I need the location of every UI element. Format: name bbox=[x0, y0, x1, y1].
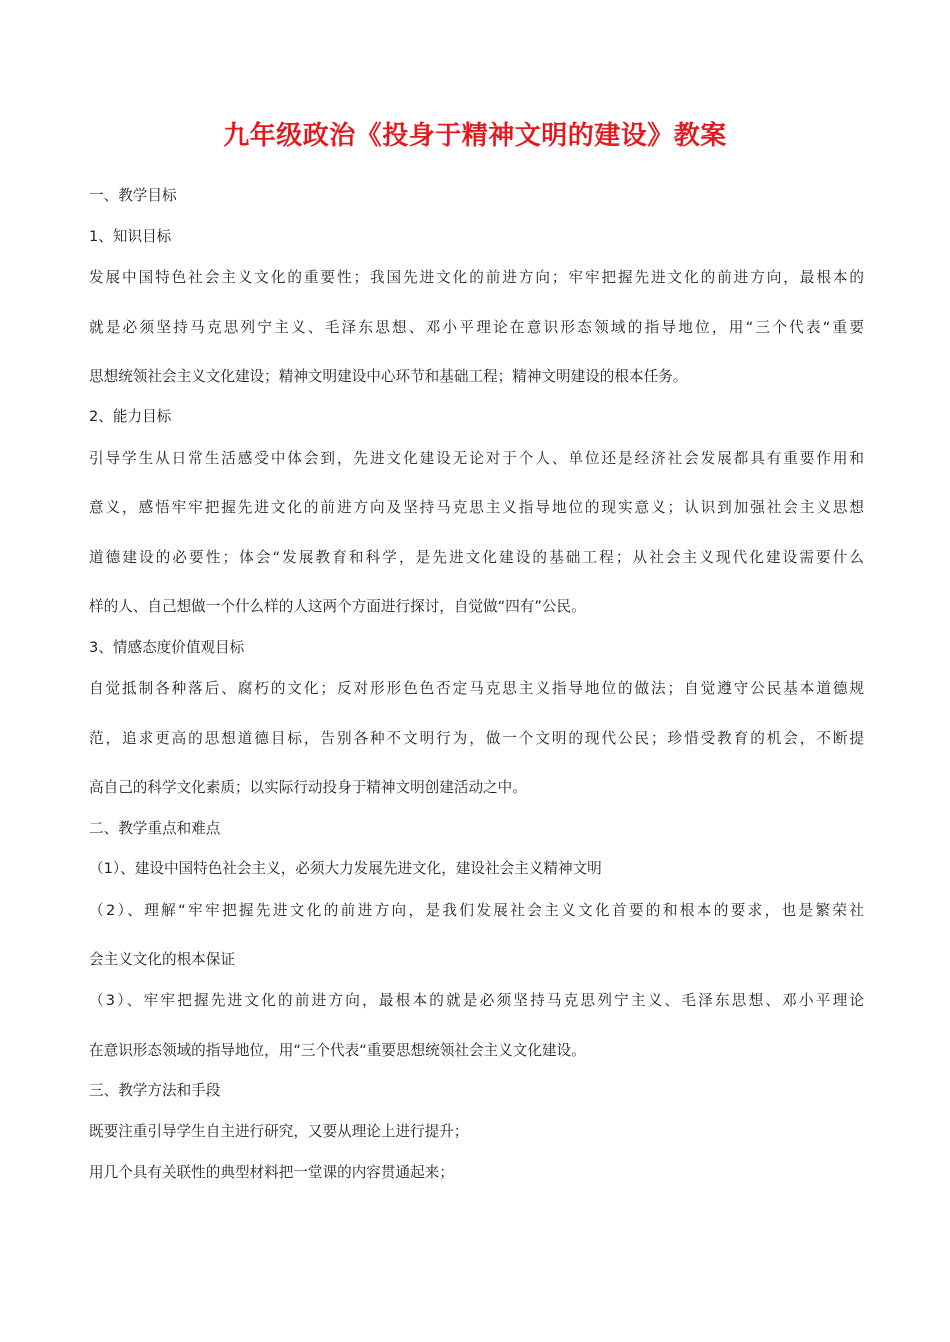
list-item: （2）、理解“牢牢把握先进文化的前进方向，是我们发展社会主义文化首要的和根本的要求，也是繁荣社 bbox=[89, 902, 864, 919]
section-heading-key-points: 二、教学重点和难点 bbox=[89, 820, 221, 837]
list-item: （3）、牢牢把握先进文化的前进方向，最根本的就是必须坚持马克思列宁主义、毛泽东思想、邓小平理论 bbox=[89, 992, 864, 1009]
list-item: （1）、建设中国特色社会主义，必须大力发展先进文化，建设社会主义精神文明 bbox=[89, 860, 602, 877]
subheading-ability: 2、能力目标 bbox=[89, 408, 172, 425]
paragraph-line: 道德建设的必要性；体会“发展教育和科学，是先进文化建设的基础工程；从社会主义现代化建设需要什么 bbox=[89, 549, 864, 566]
paragraph-line: 思想统领社会主义文化建设；精神文明建设中心环节和基础工程；精神文明建设的根本任务。 bbox=[89, 368, 688, 385]
paragraph-line: 发展中国特色社会主义文化的重要性；我国先进文化的前进方向；牢牢把握先进文化的前进方向，最根本的 bbox=[89, 269, 864, 286]
paragraph-line: 就是必须坚持马克思列宁主义、毛泽东思想、邓小平理论在意识形态领域的指导地位，用“三个代表“重要 bbox=[89, 319, 864, 336]
section-heading-objectives: 一、教学目标 bbox=[89, 187, 177, 204]
paragraph-line: 意义，感悟牢牢把握先进文化的前进方向及坚持马克思主义指导地位的现实意义；认识到加强社会主义思想 bbox=[89, 499, 864, 516]
section-heading-methods: 三、教学方法和手段 bbox=[89, 1082, 221, 1099]
paragraph-line: 样的人、自己想做一个什么样的人这两个方面进行探讨，自觉做“四有”公民。 bbox=[89, 598, 586, 615]
list-item-continuation: 在意识形态领域的指导地位，用“三个代表“重要思想统领社会主义文化建设。 bbox=[89, 1042, 586, 1059]
paragraph-line: 用几个具有关联性的典型材料把一堂课的内容贯通起来； bbox=[89, 1164, 454, 1181]
subheading-emotion-attitude: 3、情感态度价值观目标 bbox=[89, 639, 245, 656]
list-item-continuation: 会主义文化的根本保证 bbox=[89, 951, 235, 968]
paragraph-line: 既要注重引导学生自主进行研究，又要从理论上进行提升； bbox=[89, 1123, 469, 1140]
paragraph-line: 范，追求更高的思想道德目标，告别各种不文明行为，做一个文明的现代公民；珍惜受教育的机会，不断提 bbox=[89, 730, 864, 747]
document-title: 九年级政治《投身于精神文明的建设》教案 bbox=[223, 121, 727, 151]
subheading-knowledge: 1、知识目标 bbox=[89, 228, 172, 245]
paragraph-line: 高自己的科学文化素质；以实际行动投身于精神文明创建活动之中。 bbox=[89, 779, 527, 796]
paragraph-line: 自觉抵制各种落后、腐朽的文化；反对形形色色否定马克思主义指导地位的做法；自觉遵守公民基本道德规 bbox=[89, 680, 864, 697]
paragraph-line: 引导学生从日常生活感受中体会到，先进文化建设无论对于个人、单位还是经济社会发展都具有重要作用和 bbox=[89, 450, 864, 467]
